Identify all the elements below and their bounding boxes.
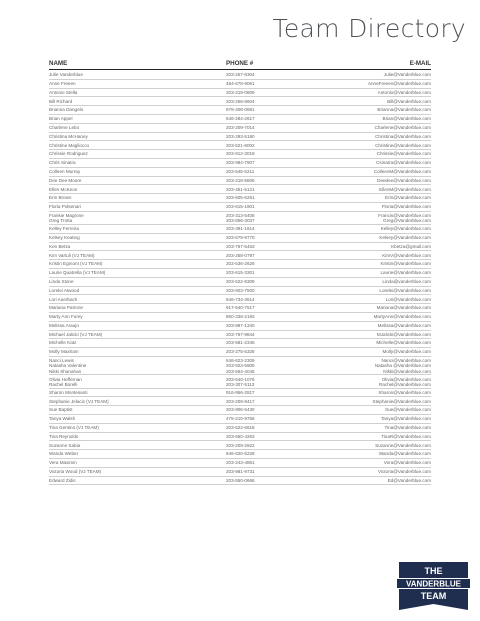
table-row — [49, 433, 431, 442]
cell-phone — [226, 244, 255, 249]
cell-name — [49, 358, 86, 374]
member-phone: 203-615-3301 — [226, 270, 255, 276]
member-phone: 203-887-1340 — [226, 322, 255, 328]
logo-line-the: THE — [424, 566, 443, 576]
member-phone: 203-856-3037 — [226, 218, 255, 224]
member-phone: 203-257-8304 — [226, 72, 255, 78]
cell-name — [49, 451, 78, 456]
table-row — [49, 397, 431, 406]
cell-phone — [226, 314, 255, 319]
member-phone: 203-293-5190 — [226, 133, 255, 139]
cell-name — [49, 349, 79, 354]
cell-phone — [226, 72, 255, 77]
member-email[interactable]: Laurie@Vanderblue.com — [380, 270, 431, 276]
cell-phone — [226, 323, 255, 328]
member-email[interactable]: EllenM@Vanderblue.com — [379, 186, 431, 192]
cell-name — [49, 99, 72, 104]
member-email[interactable]: Christine@Vanderblue.com — [375, 142, 431, 148]
cell-name — [49, 407, 73, 412]
member-name: Chris Sinatra — [49, 160, 76, 166]
table-row — [49, 185, 431, 194]
cell-name — [49, 187, 77, 192]
member-name: Ken Betza — [49, 243, 71, 249]
cell-phone — [226, 107, 255, 112]
cell-phone — [226, 213, 255, 224]
member-email[interactable]: Charlene@Vanderblue.com — [374, 124, 431, 130]
cell-phone — [226, 195, 255, 200]
cell-phone — [226, 235, 255, 240]
member-phone: 203-581-2345 — [226, 340, 255, 346]
member-phone: 860-338-2193 — [226, 314, 255, 320]
member-phone: 203-209-2922 — [226, 442, 255, 448]
member-phone: 203-615-1901 — [226, 204, 255, 210]
member-name: Antonio Stella — [49, 89, 78, 95]
cell-phone — [226, 377, 255, 388]
table-row — [49, 251, 431, 260]
cell-name — [49, 253, 95, 258]
cell-phone — [226, 407, 255, 412]
member-email[interactable]: Michelle@Vanderblue.com — [376, 340, 431, 346]
member-name: Marty Ann Furey — [49, 314, 83, 320]
header-email: E-MAIL — [409, 60, 431, 67]
cell-name — [49, 305, 83, 310]
member-name: Tina Gentino (VJ TEAM) — [49, 425, 99, 431]
member-name: Stephanie Jelacic (VJ TEAM) — [49, 398, 109, 404]
cell-name — [49, 178, 81, 183]
cell-phone — [226, 99, 255, 104]
member-email[interactable]: Sue@Vanderblue.com — [385, 407, 431, 413]
table-row — [49, 331, 431, 340]
table-row — [49, 348, 431, 357]
member-email[interactable]: Kelsey@Vanderblue.com — [379, 234, 431, 240]
member-phone: 203-313-5408 — [226, 212, 255, 218]
member-email[interactable]: Erin@Vanderblue.com — [385, 195, 431, 201]
cell-name — [49, 107, 83, 112]
member-email[interactable]: MJalicki@Vanderblue.com — [376, 331, 431, 337]
member-name: Laurie Quatrella (VJ TEAM) — [49, 270, 106, 276]
cell-name — [49, 213, 84, 224]
member-email[interactable]: Brianna@Vanderblue.com — [377, 107, 431, 113]
member-name: Kristin Egmont (VJ TEAM) — [49, 261, 103, 267]
member-name: Kelsey Keating — [49, 234, 80, 240]
member-name: Tina Reynolds — [49, 433, 79, 439]
cell-name — [49, 434, 78, 439]
member-phone: 203-275-5328 — [226, 349, 255, 355]
member-email[interactable]: Melissa@Vanderblue.com — [377, 322, 431, 328]
member-phone: 646-620-6228 — [226, 451, 255, 457]
cell-name — [49, 340, 76, 345]
cell-name — [49, 478, 76, 483]
member-email[interactable]: Csinatra@Vanderblue.com — [376, 160, 431, 166]
table-row — [49, 459, 431, 468]
cell-name — [49, 204, 81, 209]
cell-name — [49, 169, 80, 174]
cell-name — [49, 226, 79, 231]
member-email[interactable]: Lorelei@Vanderblue.com — [379, 287, 431, 293]
cell-phone — [226, 469, 255, 474]
member-phone: 203-767-5463 — [226, 243, 255, 249]
member-phone: 646-734-3514 — [226, 296, 255, 302]
member-name: Kelley Ferreira — [49, 226, 79, 232]
member-email[interactable]: Julie@Vanderblue.com — [383, 72, 431, 78]
cell-name — [49, 416, 75, 421]
cell-phone — [226, 478, 255, 483]
table-row — [49, 269, 431, 278]
member-phone: 203-521-8002 — [226, 142, 255, 148]
table-row — [49, 194, 431, 203]
member-email[interactable]: Kbetza@gmail.com — [391, 243, 431, 249]
member-name: Linda Stone — [49, 278, 74, 284]
logo-line-team: TEAM — [420, 591, 447, 601]
table-row — [49, 260, 431, 269]
member-name: Suzanne Sabia — [49, 442, 81, 448]
member-phone: 203-451-5121 — [226, 186, 255, 192]
member-phone: 203-391-1614 — [226, 226, 255, 232]
member-phone: 203-981-9731 — [226, 469, 255, 475]
table-row — [49, 168, 431, 177]
table-row — [49, 243, 431, 252]
table-row — [49, 212, 431, 225]
member-phone: 646-284-2617 — [226, 116, 255, 122]
table-row — [49, 133, 431, 142]
member-phone: 203-679-9770 — [226, 234, 255, 240]
member-phone: 203-550-0666 — [226, 477, 255, 483]
member-email[interactable]: Bill@Vanderblue.com — [387, 98, 431, 104]
member-phone: 916-956-2817 — [226, 389, 255, 395]
member-email[interactable]: ColleenM@Vanderblue.com — [373, 168, 431, 174]
cell-name — [49, 297, 77, 302]
member-name: Michael Jalicki (VJ TEAM) — [49, 331, 103, 337]
cell-phone — [226, 143, 255, 148]
cell-name — [49, 323, 79, 328]
member-name: Nanci Lewis — [49, 358, 74, 364]
table-row — [49, 406, 431, 415]
logo-line-vanderblue: VANDERBLUE — [406, 579, 461, 589]
table-row — [49, 106, 431, 115]
member-email[interactable]: Brian@Vanderblue.com — [382, 116, 431, 122]
member-email[interactable]: Stephanie@Vanderblue.com — [372, 398, 431, 404]
cell-phone — [226, 178, 255, 183]
cell-phone — [226, 460, 255, 465]
table-row — [49, 71, 431, 80]
member-name: Olivia Heffernan — [49, 376, 82, 382]
cell-phone — [226, 340, 255, 345]
cell-phone — [226, 399, 255, 404]
cell-phone — [226, 90, 255, 95]
cell-phone — [226, 305, 255, 310]
table-row — [49, 234, 431, 243]
cell-name — [49, 460, 77, 465]
cell-phone — [226, 270, 255, 275]
member-name: Floria Polsenari — [49, 204, 81, 210]
cell-name — [49, 125, 79, 130]
table-row — [49, 477, 431, 486]
table-row — [49, 304, 431, 313]
table-row — [49, 357, 431, 376]
table-row — [49, 375, 431, 388]
member-name: Wanda Weber — [49, 451, 79, 457]
header-name: NAME — [49, 60, 68, 67]
table-row — [49, 141, 431, 150]
member-phone: 978-408-0881 — [226, 107, 255, 113]
member-phone: 203-258-8604 — [226, 98, 255, 104]
member-phone: 203-912-3018 — [226, 151, 255, 157]
table-row — [49, 295, 431, 304]
member-phone: 203-767-9844 — [226, 331, 255, 337]
cell-phone — [226, 425, 255, 430]
cell-name — [49, 288, 79, 293]
member-phone: 203-218-5806 — [226, 177, 255, 183]
cell-name — [49, 81, 76, 86]
table-row — [49, 150, 431, 159]
cell-name — [49, 425, 99, 430]
member-email[interactable]: Tina@Vanderblue.com — [384, 425, 431, 431]
member-name: Julie Vanderblue — [49, 72, 83, 78]
cell-phone — [226, 349, 255, 354]
cell-name — [49, 235, 80, 240]
member-phone: 203-209-8417 — [226, 398, 255, 404]
member-email[interactable]: KimV@Vanderblue.com — [382, 252, 431, 258]
member-phone: 203-307-5113 — [226, 382, 255, 388]
member-name: Natasha Valentine — [49, 363, 87, 369]
member-phone: 203-522-9309 — [226, 278, 255, 284]
member-phone: 203-650-4263 — [226, 433, 255, 439]
member-email[interactable]: Sharon@Vanderblue.com — [378, 389, 431, 395]
member-name: Ellen McKeon — [49, 186, 78, 192]
member-name: Vera Maximin — [49, 460, 77, 466]
cell-phone — [226, 443, 255, 448]
member-name: Charlene Lebo — [49, 124, 80, 130]
table-row — [49, 287, 431, 296]
member-phone: 475-210-9758 — [226, 416, 255, 422]
member-email[interactable]: Francis@Vanderblue.com — [378, 212, 431, 218]
table-row — [49, 415, 431, 424]
member-name: Colleen Murray — [49, 168, 81, 174]
member-phone: 203-906-5430 — [226, 407, 255, 413]
member-phone: 203-554-4045 — [226, 368, 255, 374]
member-name: Christine Magliocco — [49, 142, 90, 148]
cell-phone — [226, 116, 255, 121]
table-row — [49, 124, 431, 133]
member-name: Brian Appel — [49, 116, 73, 122]
member-name: Kim Vartuli (VJ TEAM) — [49, 252, 95, 258]
member-email[interactable]: Antonio@Vanderblue.com — [377, 89, 431, 95]
member-phone: 646-623-2309 — [226, 358, 255, 364]
cell-name — [49, 160, 76, 165]
cell-phone — [226, 390, 255, 395]
header-phone: PHONE # — [226, 60, 254, 67]
member-phone: 203-923-5905 — [226, 363, 255, 369]
cell-phone — [226, 81, 255, 86]
member-name: Edward Zidis — [49, 477, 76, 483]
cell-phone — [226, 151, 255, 156]
table-row — [49, 203, 431, 212]
member-name: Anne Freeen — [49, 80, 76, 86]
table-row — [49, 450, 431, 459]
cell-name — [49, 399, 109, 404]
table-row — [49, 389, 431, 398]
cell-name — [49, 195, 71, 200]
member-name: Dee Dee Moore — [49, 177, 82, 183]
cell-name — [49, 332, 102, 337]
member-email[interactable]: Kristin@Vanderblue.com — [380, 261, 431, 267]
cell-name — [49, 72, 83, 77]
table-row — [49, 441, 431, 450]
table-row — [49, 97, 431, 106]
table-row — [49, 115, 431, 124]
member-phone: 203-219-0809 — [226, 89, 255, 95]
table-row — [49, 225, 431, 234]
member-name: Christina McHaney — [49, 133, 88, 139]
cell-phone — [226, 187, 255, 192]
cell-phone — [226, 134, 255, 139]
cell-name — [49, 469, 101, 474]
member-name: Brianna Dangelo — [49, 107, 84, 113]
cell-name — [49, 443, 80, 448]
member-email[interactable]: Lori@Vanderblue.com — [385, 296, 431, 302]
cell-phone — [226, 204, 255, 209]
vanderblue-team-logo — [395, 560, 472, 612]
member-phone: 203-522-6618 — [226, 425, 255, 431]
member-name: Michelle Katz — [49, 340, 77, 346]
cell-phone — [226, 358, 255, 374]
member-email[interactable]: Vera@Vanderblue.com — [383, 460, 431, 466]
member-name: Sue Baptist — [49, 407, 73, 413]
cell-phone — [226, 451, 255, 456]
member-email[interactable]: Natasha @Vanderblue.com — [374, 363, 431, 369]
cell-name — [49, 314, 83, 319]
member-email[interactable]: Mariana@Vanderblue.com — [376, 305, 431, 311]
cell-name — [49, 116, 73, 121]
cell-name — [49, 90, 77, 95]
table-row — [49, 80, 431, 89]
member-email[interactable]: AnneFreeen@Vanderblue.com — [367, 80, 431, 86]
cell-phone — [226, 434, 255, 439]
cell-phone — [226, 160, 255, 165]
directory-table — [49, 71, 431, 485]
member-name: Sharon Montesanti — [49, 389, 88, 395]
cell-name — [49, 244, 70, 249]
cell-phone — [226, 332, 255, 337]
member-email[interactable]: Suzanne@Vanderblue.com — [375, 442, 431, 448]
member-phone: 203-803-7600 — [226, 287, 255, 293]
member-email[interactable]: Kelley@Vanderblue.com — [380, 226, 431, 232]
member-email[interactable]: Nikki@Vanderblue.com — [383, 368, 431, 374]
member-name: Frankie Magrone — [49, 212, 84, 218]
member-email[interactable]: Molly@Vanderblue.com — [382, 349, 431, 355]
cell-name — [49, 261, 103, 266]
member-phone: 917-640-7517 — [226, 305, 255, 311]
member-email[interactable]: Wanda@Vanderblue.com — [378, 451, 431, 457]
member-name: Lori Auerbach — [49, 296, 78, 302]
cell-phone — [226, 261, 255, 266]
member-name: Melissa Araujo — [49, 322, 79, 328]
cell-name — [49, 151, 88, 156]
member-name: Victoria Wood (VJ TEAM) — [49, 469, 102, 475]
cell-name — [49, 134, 88, 139]
member-phone: 203-258-0797 — [226, 252, 255, 258]
member-phone: 203-640-1076 — [226, 376, 255, 382]
table-row — [49, 424, 431, 433]
cell-phone — [226, 169, 254, 174]
member-phone: 203-984-7907 — [226, 160, 255, 166]
cell-name — [49, 270, 105, 275]
cell-phone — [226, 416, 255, 421]
member-phone: 203-243-4861 — [226, 460, 255, 466]
table-row — [49, 322, 431, 331]
member-phone: 203-536-2626 — [226, 261, 255, 267]
member-email[interactable]: Olivia@Vanderblue.com — [381, 376, 431, 382]
member-email[interactable]: Rachel@Vanderblue.com — [378, 382, 431, 388]
cell-name — [49, 390, 88, 395]
member-name: Nikki Shanahan — [49, 368, 82, 374]
cell-name — [49, 143, 89, 148]
table-row — [49, 89, 431, 98]
member-email[interactable]: Chrissie@Vanderblue.com — [376, 151, 431, 157]
member-name: Tanya Walsh — [49, 416, 76, 422]
member-email[interactable]: Ed@Vanderblue.com — [387, 477, 431, 483]
cell-phone — [226, 288, 255, 293]
member-email[interactable]: Greg@Vanderblue.com — [383, 218, 431, 224]
table-row — [49, 339, 431, 348]
member-name: Molly Maxham — [49, 349, 79, 355]
cell-name — [49, 279, 74, 284]
table-row — [49, 313, 431, 322]
table-row — [49, 159, 431, 168]
member-name: Bill Richard — [49, 98, 73, 104]
cell-phone — [226, 125, 255, 130]
member-name: Chrissie Rodriguez — [49, 151, 88, 157]
member-email[interactable]: MartyAnn@Vanderblue.com — [373, 314, 431, 320]
member-email[interactable]: Floria@Vanderblue.com — [381, 204, 431, 210]
member-phone: 203-605-6251 — [226, 195, 255, 201]
cell-phone — [226, 226, 255, 231]
member-email[interactable]: TinaR@Vanderblue.com — [381, 433, 431, 439]
cell-phone — [226, 297, 255, 302]
table-row — [49, 278, 431, 287]
member-name: Greg Trotta — [49, 218, 73, 224]
member-phone: 203-209-7014 — [226, 124, 255, 130]
member-email[interactable]: Linda@vanderblue.com — [382, 278, 431, 284]
member-email[interactable]: Nanci@Vanderblue.com — [381, 358, 431, 364]
cell-name — [49, 377, 82, 388]
member-email[interactable]: Tanya@Vanderblue.com — [380, 416, 431, 422]
member-name: Lorelei Atwood — [49, 287, 80, 293]
member-name: Erin Brown — [49, 195, 72, 201]
logo-badge — [395, 560, 472, 612]
member-phone: 484-678-9061 — [226, 80, 255, 86]
cell-phone — [226, 253, 255, 258]
table-row — [49, 177, 431, 186]
table-row — [49, 468, 431, 477]
member-email[interactable]: Deedee@Vanderblue.com — [377, 177, 431, 183]
member-email[interactable]: Victoria@Vanderblue.com — [377, 469, 431, 475]
member-email[interactable]: Christina@Vanderblue.com — [375, 133, 431, 139]
member-name: Mariana Patrone — [49, 305, 83, 311]
member-phone: 203-545-5211 — [226, 168, 255, 174]
page-title: Team Directory — [272, 14, 466, 43]
cell-phone — [226, 279, 255, 284]
member-name: Rachel Borelli — [49, 382, 78, 388]
